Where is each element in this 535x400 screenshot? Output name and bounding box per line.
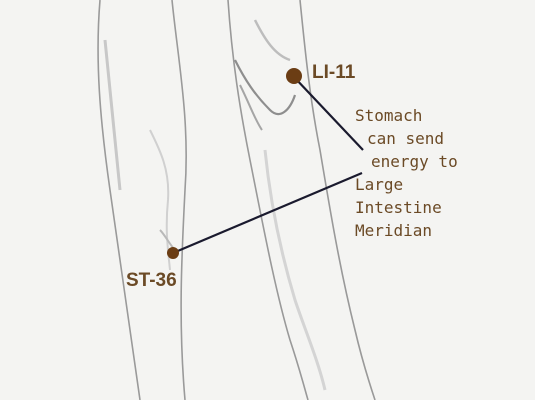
point-li11-dot bbox=[286, 68, 302, 84]
note-line: Intestine bbox=[355, 198, 442, 217]
note-line: Stomach bbox=[355, 106, 423, 125]
note-line: Meridian bbox=[355, 221, 433, 240]
connector-st36 bbox=[173, 173, 362, 253]
elbow-shading-3 bbox=[255, 20, 290, 60]
point-st36-label: ST-36 bbox=[126, 270, 177, 291]
meridian-note bbox=[355, 104, 458, 242]
knee-shading bbox=[150, 130, 170, 270]
leg-outline-left bbox=[98, 0, 140, 400]
point-li11-label: LI-11 bbox=[312, 62, 356, 83]
elbow-shading-1 bbox=[235, 60, 295, 114]
note-line: energy to bbox=[371, 152, 458, 171]
connector-li11 bbox=[294, 77, 363, 150]
note-line: Large bbox=[355, 175, 404, 194]
note-line: can send bbox=[367, 129, 445, 148]
point-st36-dot bbox=[167, 247, 179, 259]
leg-outline-right bbox=[172, 0, 186, 400]
